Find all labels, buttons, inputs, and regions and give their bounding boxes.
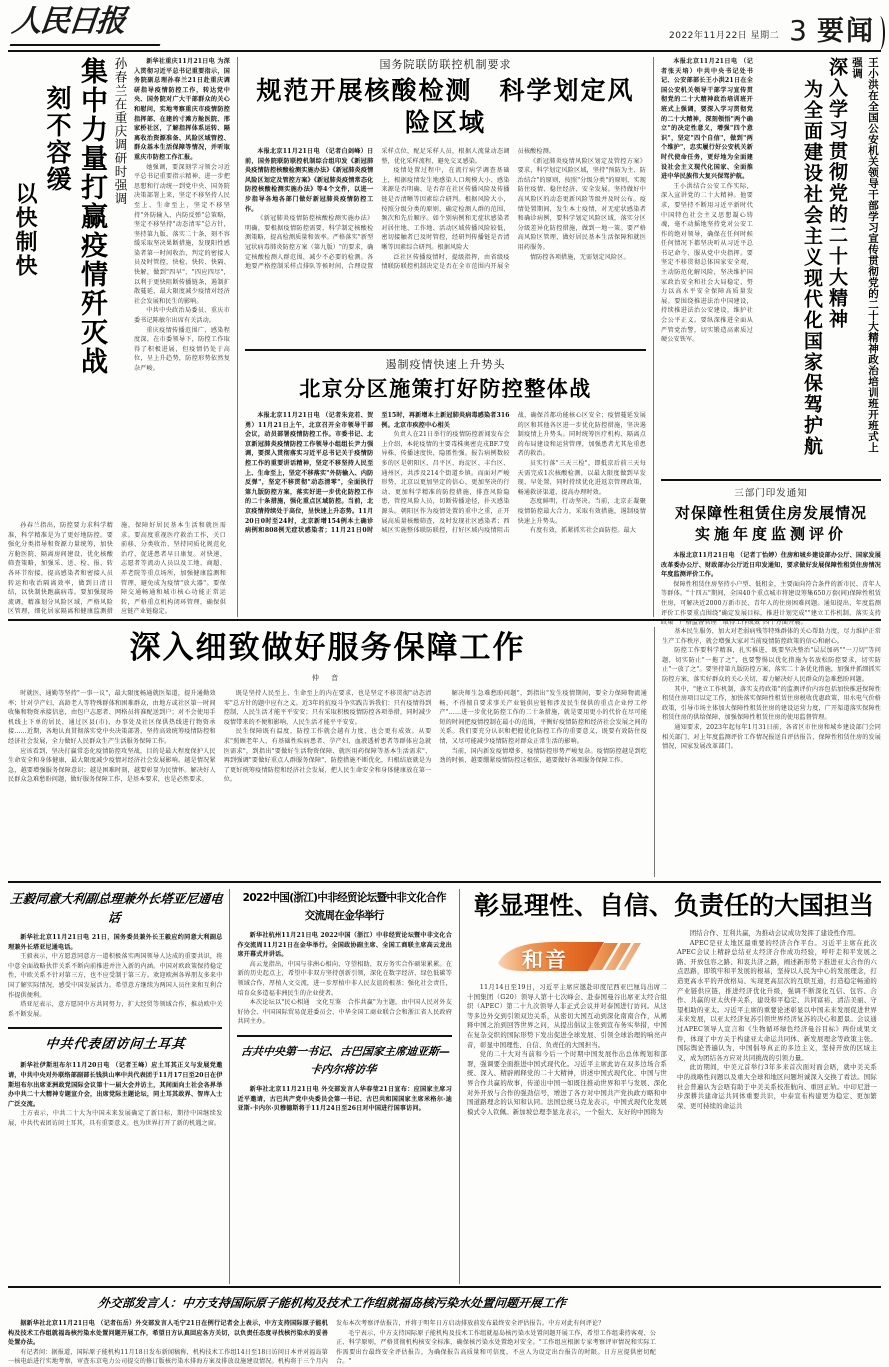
top-band (8, 57, 881, 627)
sun-chunlan-kicker: 孙春兰在重庆调研时强调 (113, 57, 128, 206)
band-divider-2 (8, 881, 881, 883)
story-divider (661, 479, 881, 481)
paragraph: 既是坚持人民至上、生命至上的内在要求，也是坚定不移贯彻"动态清零"总方针的题中应有之义。近3年的抗疫斗争实践告诉我们：只有疫情得到控制，人民生活才能平平安安；只有采取积极疫情防控各项举措，同时减少疫情带来的不便和影响，人民生活才能平平安安。 (223, 690, 432, 726)
editorial-body (8, 689, 647, 865)
paragraph: 毛宁表示，中方支持国际原子能机构及技术工作组就福岛核污染水处置问题开展工作，希望工作组秉持客观、公正、科学原则，严格贯彻机构核安全标准，确保核污染水处置绝对安全。"工作组应根据专家考察评审情况和实际工作需要出台最终安全评估报告，为确保报告高质量和可信度，不应人为设定出台报告的时限。日方应提供密切配合。" (336, 1329, 656, 1366)
article-africa-forum[interactable] (237, 889, 451, 1027)
story-divider (245, 349, 646, 351)
paragraph: 泛社区传播疫情时，提级指挥，由省级疫情联防联控机制决定是否在全市范围内开展全员核酸检测。 (381, 148, 556, 271)
article-iaea[interactable] (8, 1294, 881, 1367)
paragraph: 基本民生服务，加大对老弱病残等特殊群体的关心帮助力度，尽力维护正常生产工作秩序，就会增强大家对当前疫情防控政策的信心和耐心。 (662, 628, 881, 645)
publication-date: 2022年11月22日 星期二 (669, 31, 780, 41)
heyin-logo-text: 和音 (521, 947, 568, 972)
paragraph: 重庆疫情传播范围广、感染程度深，在市委领导下，防控工作取得了积极进展，但疫情仍处于高位，呈上升趋势，防控形势依然复杂严峻。 (134, 326, 230, 372)
paragraph: 土方表示，中共二十大为中国未来发展确定了新目标，期待中国继续发展，中共代表团访问土耳其，具有重要意义。也为世界打开了新的机遇之窗。 (8, 1110, 223, 1127)
paragraph: 此访期间，中美元首举行3年多来首次面对面会晤，就中美关系中的战略性问题以及重大全球和地区问题坦诚深入交换了看法。国际社会普遍认为会晤有助于中美关系校准航向、重回正轨。中印尼进一步深耕共建命运共同体重要共识，中泰宣布构建更为稳定、更加繁荣、更可持续的命运共 (676, 1063, 877, 1110)
paragraph: 情防控各项措施，无需划定风险区。 (529, 253, 630, 261)
heyin-right-col (677, 929, 877, 1117)
heyin-logo (492, 937, 642, 977)
nucleic-acid-headline: 规范开展核酸检测 科学划定风险区域 (256, 76, 635, 137)
article-editorial[interactable] (8, 627, 647, 877)
paragraph: 她强调，要深刻学习领会习近平总书记重要指示精神，进一步把思想和行动统一到党中央、国务院决策部署上来，坚定不移坚持人民至上、生命至上，坚定不移坚持"外防输入、内防反弹"总策略，坚定不移坚持"动态清零"总方针，坚持第九版、落实二十条，刻不容缓采取坚决果断措施，发现阳性感染者第一时间收治，判定的密接人员及时管控，快检、快转、快隔、快解，做到"四早"、"四应四尽"，以利于更快阻断传播链条，遏制扩散蔓延，最大限度减少疫情对经济社会发展和民生的影响。 (134, 163, 230, 305)
wang-xiaohong-headline-2: 为全面建设社会主义现代化国家保驾护航 (801, 79, 823, 457)
beijing-kicker: 遏制疫情快速上升势头 (385, 358, 506, 371)
article-cuba[interactable] (237, 1043, 451, 1114)
paragraph: APEC是亚太地区最重要的经济合作平台。习近平主席在此次APEC会议上精辟总结亚太经济合作成功经验，呼吁走和平发展之路、开放包容之路、和衷共济之路，阐述新形势下推进亚太合作的六点思路，即筑牢和平发展的根基，坚持以人民为中心的发展理念，打造更高水平的开放格局、实现更高层次的互联互通，打造稳定畅通的产业链供应链，推进经济优化升级，强调不断深化互信、包容、合作、共赢的亚太伙伴关系，建设和平稳定、共同富裕、清洁美丽、守望相助的亚太。习近平主席的重要论述彰显以中国未来发展促进世界未来发展，以亚太经济复苏引领世界经济复苏的决心和愿景。会议通过APEC领导人宣言和《生物循环绿色经济曼谷目标》两份成果文件，体现了中方关于构建亚太命运共同体、新发展理念等政策主张。国际舆论普遍认为，中国倡导真正的多边主义，坚持开放的区域主义，成为团结各方应对共同挑战的引领力量。 (676, 938, 877, 1062)
nucleic-acid-kicker: 国务院联防联控机制要求 (379, 58, 512, 71)
heyin-body-left (467, 983, 667, 1117)
paragraph: 员实行落"三天三检"，即抵京后前三天每天需完成1次核酸检测，以最大限度做到早发现、早处置，同时持续优化进返京管理政策，畅通救济渠道，提高办理时效。 (517, 459, 646, 496)
paragraph: 本报北京11月21日电 （记者白剑峰）日前，国务院联防联控机制综合组印发《新冠肺炎疫情防控核酸检测实施办法》《新冠肺炎疫情风险区划定及管控方案》《新冠肺炎疫情常态化防控核酸检测实施办法》等4个文件，以进一步指导各地各部门做好新冠肺炎疫情防控工作。 (245, 148, 374, 213)
paragraph: 王小洪结合公安工作实际，深入宣讲党的二十大精神。他要求，要坚持不断用习近平新时代中国特色社会主义思想凝心铸魂，毫不动摇地坚持党对公安工作的绝对领导，确保在任何时候任何情况下都坚决听从习近平总书记命令、服从党中央指挥。要坚定不移贯彻总体国家安全观，主动防范化解风险，坚决维护国家政治安全和社会大局稳定，努力以高水平安全保障高质量发展。要围绕推进法治中国建设，持续推进法治公安建设，维护社会公平正义。要纵深推进全面从严管党治警，切实锻造高素质过硬公安铁军。 (661, 182, 753, 344)
sun-chunlan-headline-3: 以快制快 (12, 182, 38, 278)
paragraph: 团结合作、互利共赢，为推动会议成功发挥了建设性作用。 (689, 929, 860, 937)
africa-forum-body (237, 931, 451, 1027)
paragraph: 《新冠肺炎疫情风险区划定及管控方案》要求，科学划定风险区域，坚持"预防为主、防治结合"的原则，按照"分级分类"的原则，实现防住疫情、稳住经济、安全发展。坚持做好中高风险区的动态更新风险等级并及时公布。疫情处置期间，发生本土疫情，对无症状感染者和确诊病例，要科学划定风险区域，落实分区分级差异化防控措施，做到一地一策。要严格高风险区管理，做好居民基本生活保障和就医用药服务。 (517, 157, 646, 251)
paragraph: 孙春兰指出，防控要力求科学精准，科学精准是为了更好地防控。要强化分类指导和资源力量统筹，加快方舱医院、隔离房间建设，优化核酸筛查策略，加强采、送、检、报、转各环节衔接，提高感染者和密接人员转运和收治隔离效率，做到日清日结，以快制快跑赢病毒。要加强现场流调，精准划分风险区域，严格风险区管理，细化居家隔离和健康监测措施，保障好居民基本生活和就医需求。要高度重视医疗救治工作，关口前移、分类收治，坚持同质化规范化治疗，促进患者早日康复。对快递、志愿者等流动人员以及工地、商超、养老院等重点场所，加强健康监测和管理，避免成为疫情"放大器"。要保障交通畅通和城市核心功能正常运转，严格重点机构闭环管理，确保供应链产业链稳定。 (8, 522, 226, 616)
sun-chunlan-body-col2 (8, 521, 226, 617)
beijing-headline: 北京分区施策打好防控整体战 (299, 376, 592, 401)
paragraph: 《新冠肺炎疫情防控核酸检测实施办法》明确，要根据疫情防控需要，科学制定核酸检测策略，提高检测质量和效率。严格落实"新型冠状病毒肺炎防控方案（第九版）"的要求，确定核酸检测人群范围，减少不必要的检测。各地要严格控制采样点排队等候时间，合理设置采样点位，配足采样人员，根据人流量动态调整，优化采样流程，避免交叉感染。 (245, 148, 510, 271)
heyin-left-col (467, 929, 667, 1117)
iaea-body (8, 1319, 656, 1367)
center-column (245, 57, 646, 617)
housing-kicker: 三部门印发通知 (734, 488, 808, 499)
paragraph: 新华社伊斯坦布尔11月20日电 （记者王峰）应土耳其正义与发展党邀请，中共中央对外联络部副部长钱洪山率中共代表团于11月17日至20日在伊斯坦布尔出席亚洲政党国际会议第十一届大会并访土，其间面向土社会各界举办中共二十大精神专题宣介会，出席党际主题论坛，同土耳其政界、智库人士广泛交流。 (8, 1062, 223, 1108)
masthead (8, 0, 881, 52)
paragraph: 有记者问：据报道，国际原子能机构11月18日发布新闻稿称，机构技术工作组14日至18日访问日本并对福岛第一核电站进行实地考察，审查东京电力公司提交的修订版核污染水排海方案及排放设施建设情况。机构将于三个月内发布本次考察评估报告，并将于明年日方启动排放前发布最终安全评估报告。中方对此有何评论？ (8, 1320, 605, 1366)
paragraph: 通知要求，2023年起每年1月31日前，各省区市住房和城乡建设部门会同相关部门，对上年度监测评价工作情况报送自评估报告，保障性租赁住房的发展情况，国家发展改革部门。 (662, 723, 881, 751)
band-divider-3 (8, 1286, 881, 1288)
paper-logo[interactable] (8, 2, 178, 48)
wang-xiaohong-headline-1: 深入学习贯彻党的二十大精神 (826, 57, 848, 330)
paragraph: 其中，"建立工作机制，落实支持政策"的监测评价内容包括加快推进保障性租赁住房项目以定工作，加快落实保障性租赁住房税收优惠政策，用水电气价格政策，引导市场主体加大保障性租赁住房的建设运营力度，广开渠道落实保障性租赁住房的供给保障，加强保障性租赁住房的使用监督管理。 (662, 685, 881, 722)
turkey-body (8, 1061, 222, 1128)
paragraph: 高云龙指出，中国与非洲心相向、守望相助，双方务实合作硕果累累。在新的历史起点上，希望中非双方坚持创新引领，深化在数字经济、绿色低碳等领域合作，厚植人文交流，进一步厚植中非人民友谊的根基；强化社会责任，培育众多造福非洲民生的企业使者。 (237, 960, 452, 997)
paragraph: 民生保障既有温度，防控工作就会越有力度，也会更有成效。从要求"照顾老年人、有基础性疾病患者、孕产妇、血液透析患者等群体应急就医需求"，到指出"要做好生活物资保障、就医用药保障等基本生活需求"，再到强调"要做好重点人群服务保障"，防控措施不断优化，归根结底就是为了更好统筹疫情防控和经济社会发展，把人民生命安全和身体健康放在第一位。 (223, 728, 432, 784)
article-heyin[interactable] (467, 889, 881, 1284)
logo-underline (10, 44, 161, 46)
cuba-headline: 古共中央第一书记、古巴国家主席迪亚斯—卡内尔将访华 (240, 1044, 452, 1076)
masthead-right (669, 14, 881, 48)
paper-logo-text: 人民日报 (10, 4, 126, 39)
heyin-headline: 彰显理性、自信、负责任的大国担当 (473, 891, 874, 920)
wang-xiaohong-vertical-headline (757, 57, 881, 457)
cuba-body (237, 1085, 451, 1114)
paragraph: 当前，国内新发疫情增多，疫情防控形势严峻复杂。疫情防控越是到吃劲的时候，越要绷紧疫情防控这根弦，越要做好各项服务保障工作。 (439, 747, 648, 765)
right-column (661, 57, 881, 627)
paragraph: 本次论坛以"民心相通 文化互鉴 合作共赢"为主题，由中国人民对外友好协会、中国国际贸易促进委员会、中华全国工商业联合会和浙江省人民政府共同主办。 (237, 999, 452, 1026)
paragraph: 负责人在21日举行的疫情防控新闻发布会上介绍，本轮疫情的主要毒株奥密克戎BF.7变异株，传播速度快，隐匿性强。报告病例数较多的区是朝阳区、昌平区、海淀区、丰台区、通州区，共涉及214个街道乡镇。而面对严峻形势，北京以更加坚定的信心、更加坚决的行动、更加科学精准的防控措施，排查风险隐患，管控风险人员，切断传播途径，扑灭感染源头。朝阳区作为疫情处置的重中之重，正开展高质量核酸筛查，及时发现社区感染者；西城区实施整体联防联控，打好区域内疫情阻击战，确保首都功能核心区安全；疫情蔓延发展的区和其他各区进一步优化防控措施，坚决遏制疫情上升势头。同时统筹医疗机构、隔离点的布局建设和运营管理，加强患者尤其危重患者的救治。 (381, 412, 646, 535)
paragraph: 本报北京11月21日电 （记者张天培）中共中央书记处书记、公安部部长王小洪21日在全国公安机关领导干部学习宣传贯彻党的二十大精神政治培训班开班式上强调，要深入学习贯彻党的二十大精神，深刻领悟"两个确立"的决定性意义，增强"四个意识"，坚定"四个自信"，做到"两个维护"，忠实履行好公安机关新时代使命任务，更好地为全面建设社会主义现代化国家、全面推进中华民族伟大复兴保驾护航。 (661, 58, 753, 181)
housing-headline-line2: 实施年度监测评价 (694, 525, 847, 543)
paragraph: 新华社北京11月21日电 21日，国务委员兼外长王毅应约同意大利副总理兼外长塔亚尼通电话。 (8, 934, 223, 951)
paragraph: 新华社杭州11月21日电 2022中国（浙江）中非经贸论坛暨中非文化合作交流周11月21日在金华举行。全国政协副主席、全国工商联主席高云龙出席开幕式并讲话。 (237, 932, 452, 959)
paragraph: 有度有效，抓紧抓实社会面防控。最大 (529, 527, 636, 535)
housing-body (661, 551, 881, 628)
paragraph: 态度鲜明，行动坚决。当前，北京正凝聚疫情防控最大合力，采取有效措施，遏制疫情快速上升势头。 (517, 498, 646, 525)
paragraph: 11月14日至19日，习近平主席应邀赴印度尼西亚巴厘岛出席二十国集团（G20）领导人第十七次峰会、赴泰国曼谷出席亚太经合组织（APEC）第二十九次领导人非正式会议并对泰国进行访问。从这等多边外交到引领双边关系，从密切大国互动到深化南南合作，从阐释中国之治到回答世界之问，从提出倡议主张到宣布务实举措，中国在复杂交织的国际形势下发出促进全球发展、引领全球治理的响亮声音，彰显中国理性、自信、负责任的大国担当。 (466, 983, 667, 1049)
sun-chunlan-headline-1: 集中力量打赢疫情歼灭战 (76, 57, 107, 376)
paragraph: 保障性租赁住房坚持小户型、低租金，主要面向符合条件的新市民、青年人等群体。"十四五"期间，全国40个重点城市将建设筹集650万套(间)保障性租赁住房，可解决近2000万新市民、青年人的住房困难问题。通知提出，年度监测评价工作要重点围绕"确定发展目标，推进计划完成""建立工作机制，落实支持政策""严格监督管理""取得工作成效"四个方面开展。 (661, 580, 881, 627)
column-divider (459, 889, 460, 1284)
paragraph: 新华社重庆11月21日电 为深入贯彻习近平总书记重要指示，国务院副总理孙春兰21日赴重庆调研指导疫情防控工作，转达党中央、国务院对广大干部群众的关心和慰问，实地考察重庆市疫情防控指挥部、在建的寸滩方舱医院、邢家桥社区，了解指挥体系运转、隔离收治资源准备、风险区域管控、群众基本生活保障等情况，并听取重庆市防控工作汇报。 (134, 58, 230, 161)
paragraph: 本报北京11月21日电 （记者朱竞若、贺勇）11月21日上午，北京召开全市领导干部会议，动员部署疫情防控工作。市委书记、北京新冠肺炎疫情防控工作领导小组组长尹力强调，要深入贯彻落实习近平总书记关于疫情防控工作的重要讲话精神，坚定不移坚持人民至上、生命至上，坚定不移落实"外防输入、内防反弹"，坚定不移贯彻"动态清零"，全面执行第九版防控方案，落实好进一步优化防控工作的二十条措施，强化重点区域防控。当前，北京疫情持续处于高位，呈快速上升态势。11月20日0时至24时，北京新增154例本土确诊病例和808例无症状感染者；11月21日0时至15时，再新增本土新冠肺炎病毒感染者316例。北京市疾控中心相关 (245, 412, 510, 535)
editorial-headline: 深入细致做好服务保障工作 (129, 630, 526, 666)
column-divider (653, 57, 654, 617)
wang-xiaohong-body (661, 57, 757, 477)
heyin-body-right (677, 929, 877, 1111)
page-number: 3 (789, 14, 807, 47)
sun-chunlan-body-col1 (130, 57, 230, 521)
paragraph: 中共中央政治局委员、重庆市委书记陈敏尔出席有关活动。 (134, 307, 230, 325)
editorial-body-continued (662, 627, 881, 752)
article-nucleic-acid[interactable] (245, 57, 646, 343)
editorial-band (8, 627, 881, 877)
paragraph: 应该看到，坚决打赢常态化疫情防控攻坚战，目的是最大程度保护人民生命安全和身体健康，最大限度减少疫情对经济社会发展影响。越是情况紧急，越要增强服务保障意识；越是困难时刻，越要彰显为民情怀。解决好人民群众急难愁盼问题，做好服务保障工作，是基本要求，也是必然要求。 (8, 747, 216, 784)
article-housing[interactable] (661, 487, 881, 628)
section-name: 要闻 (817, 18, 881, 45)
editorial-byline: 仲 音 (311, 674, 344, 682)
wangyi-body (8, 933, 222, 1019)
bottom-left-column (8, 889, 222, 1284)
paragraph: 新华社北京11月21日电 外交部发言人华春莹21日宣布：应国家主席习近平邀请，古巴共产党中央委员会第一书记、古巴共和国国家主席米格尔·迪亚斯-卡内尔·贝穆德斯将于11月24日至26日对中国进行国事访问。 (237, 1085, 452, 1113)
bottom-band (8, 889, 881, 1284)
housing-headline-line1: 对保障性租赁住房发展情况 (674, 504, 867, 522)
iaea-body-tail (666, 1294, 881, 1296)
iaea-headline: 外交部发言人：中方支持国际原子能机构及技术工作组就福岛核污染水处置问题开展工作 (97, 1296, 567, 1310)
column-divider (229, 889, 230, 1284)
story-divider (237, 1035, 451, 1037)
wangyi-headline: 王毅同意大利副总理兼外长塔亚尼通电话 (9, 891, 224, 925)
editorial-continuation (662, 627, 881, 877)
article-wangyi[interactable] (8, 889, 222, 1019)
paragraph: 防控工作要科学精准，扎实推进，既要坚决整治"层层加码""一刀切"等问题，切实防止"一拖了之"，也要警惕以优化措施为名放松防控要求，切实防止"一放了之"。要坚持第九版防控方案，落实二十条优化措施，加强并抓细抓实防控方案，落实好群众的关心关切，着力解决好人民群众的急难愁盼问题。 (662, 647, 881, 683)
article-turkey[interactable] (8, 1035, 222, 1128)
paragraph: 王毅表示，中方愿意同意方一道积极落实两国领导人达成的重要共识，将中意全面战略伙伴关系不断向前推进并注入新的内涵。中国对欧政策保持稳定性，中欧关系不针对第三方，也不应受制于第三方。欢迎欧洲各界朋友多来中国了解实际情况，感受中国发展活力。希望意方继续为两国人员往来和互利合作提供便利。 (8, 953, 223, 999)
paragraph: 塔亚尼表示，意方愿同中方共同努力，扩大经贸等领域合作，推动欧中关系不断发展。 (8, 1001, 223, 1018)
paragraph: 党的二十大对当前和今后一个时期中国发展作出总体规划和部署，强调要全面推进中国式现代化。习近平主席此访在双多边场合系统、深入、精辟阐释党的二十大精神，讲述中国式现代化、中国与世界合作共赢的故事，传递出中国一如既往推动世界和平与发展、深化对外开放与合作的强劲信号，增进了各方对中国共产党执政方略和中国道路理念的认知和认同。法国总统马克龙表示，中国式现代化发展模式令人钦佩。新加坡总理李显龙表示，一个强大、友好的中国将为 (466, 1050, 667, 1116)
paragraph: 本报北京11月21日电 （记者丁怡婷）住房和城乡建设部办公厅、国家发展改革委办公厅、财政部办公厅近日印发通知，要求做好发展保障性租赁住房情况年度监测评价工作。 (661, 552, 881, 579)
paragraph: 据新华社北京11月21日电 （记者伍岳）外交部发言人毛宁21日在例行记者会上表示，中方支持国际原子能机构及技术工作组就福岛核污染水处置问题开展工作，希望日方认真回应各方关切，以负责任态度寻找核污染水的妥善处置办法。 (8, 1320, 328, 1347)
paragraph: 时就医，通勤等坚持"一事一议"，最大限度畅通就医渠道，提升通勤效率；针对孕产妇、高龄老人等特殊群体和困难群众，由地方或社区第一时间收集和物资承接信息，由包户志愿者、网格员将准配送到户；对不会使用手机线上下单的居民，通过区县(市)、办事处及社区保供热线进行物资承接……近期，各地认真贯彻落实党中央决策部署，坚持高效统筹疫情防控和经济社会发展，全力做好人民群众生产生活服务保障工作。 (8, 690, 216, 745)
africa-forum-headline: 2022中国(浙江)中非经贸论坛暨中非文化合作交流周在金华举行 (243, 891, 447, 922)
article-beijing[interactable] (245, 357, 646, 666)
column-divider (237, 57, 238, 617)
paragraph: 疫情处置过程中，在流行病学调查基础上，根据疫情发生地感染人口规模大小、感染来源是否明确、是否存在社区传播风险及传播链是否清晰等因素综合研判。根据风险大小，按照分级分类的原则，确定检测人群的范围、频次和先后顺序。如个别病例和无症状感染者对居住地、工作地、活动区域传播风险较低，密切接触者已及时管控，经研判传播链是否清晰等因素综合研判。根据风险大 (381, 167, 510, 251)
story-divider (8, 1027, 222, 1029)
bottom-center-column (237, 889, 451, 1284)
paragraph: 解决师生急难愁盼问题"，到指出"发生疫情期间，要全力保障物流通畅，不得擅自要求事关产业链供应链和涉及民生保供的重点企业停工停产"……进一步优化防控工作的二十条措施，就是要用更小的代价在尽可能短的时间把疫情控制在最小的范围，平衡好疫情防控和经济社会发展之间的关系。我们要充分认识和把握优化防控工作的重要意义，既要有效防住疫情，又尽可能减少疫情防控对群众正常生活的影响。 (439, 690, 648, 745)
article-wang-xiaohong[interactable] (661, 57, 881, 477)
column-divider (654, 627, 655, 877)
article-sun-chunlan[interactable] (8, 57, 230, 617)
sun-chunlan-headline-2: 刻不容缓 (43, 85, 72, 193)
nucleic-acid-body (245, 147, 646, 343)
wang-xiaohong-kicker: 王小洪在全国公安机关领导干部学习宣传贯彻党的二十大精神政治培训班开班式上强调 (851, 57, 879, 453)
sun-chunlan-vertical-headline (8, 57, 130, 512)
turkey-headline: 中共代表团访问土耳其 (44, 1037, 187, 1053)
